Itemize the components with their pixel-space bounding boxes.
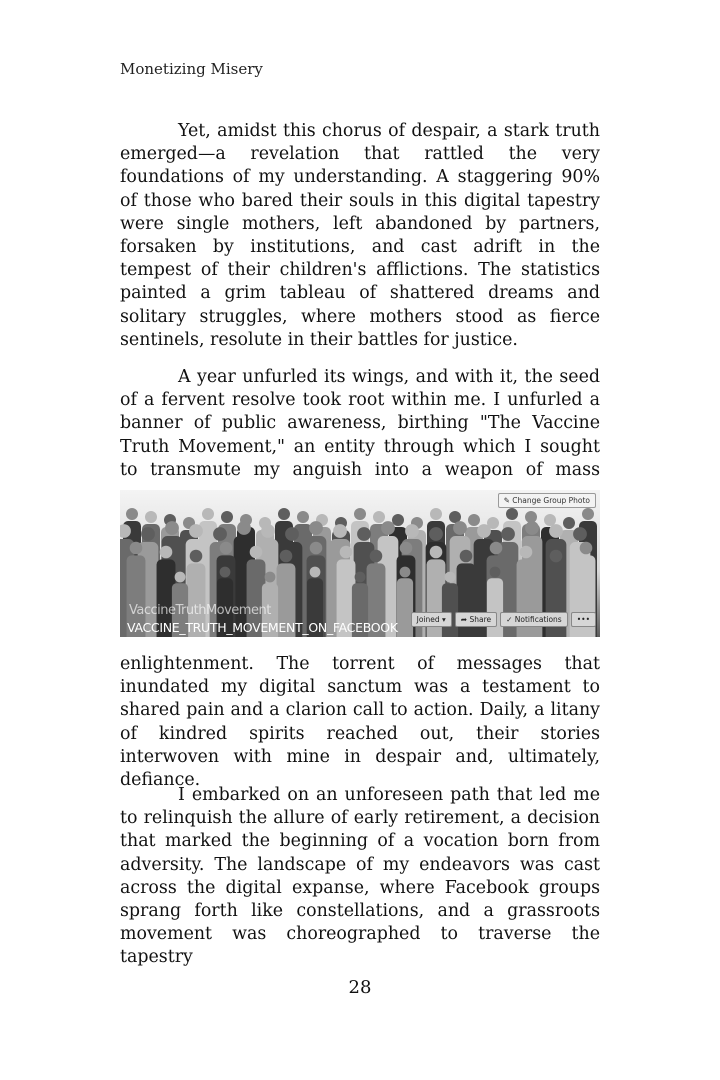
paragraph-1: Yet, amidst this chorus of despair, a stark truth emerged—a revelation that rattled the very foundations of my understanding. A staggering 90% of those who bared their souls in this digital tapestry were single mothers, left abandoned by partners, forsaken by institutions, and cast adrift in the tempest of their children's afflictions. The statistics painted a grim tableau of shattered dreams and solitary struggles, where mothers stood as fierce sentinels, resolute in their battles for justice. — [120, 121, 600, 350]
share-button[interactable]: ➦ Share — [455, 612, 497, 627]
group-action-bar — [411, 612, 596, 627]
page-number: 28 — [348, 977, 372, 998]
paragraph-2-part-2: enlightenment. The torrent of messages that inundated my digital sanctum was a testament to shared pain and a clarion call to action. Daily, a litany of kindred spirits reached out, their stories interwoven with mine in despair and, ultimately, defiance. — [120, 654, 600, 791]
more-options-button[interactable]: ••• — [571, 612, 596, 627]
joined-button[interactable]: Joined ▾ — [411, 612, 452, 627]
notifications-button[interactable]: ✓ Notifications — [500, 612, 568, 627]
paragraph-2-part-1: A year unfurled its wings, and with it, the seed of a fervent resolve took root within me. I unfurled a banner of public awareness, birthing "The Vaccine Truth Movement," an entity through which I sought to transmute my anguish into a weapon of mass — [120, 367, 600, 480]
running-head: Monetizing Misery — [120, 60, 263, 78]
paragraph-3: I embarked on an unforeseen path that led me to relinquish the allure of early retirement, a decision that marked the beginning of a vocation born from adversity. The landscape of my endeavors was cast across the digital expanse, where Facebook groups sprang forth like constellations, and a grassroots movement was choreographed to traverse the tapestry — [120, 785, 600, 968]
change-group-photo-button[interactable]: ✎ Change Group Photo — [498, 493, 596, 508]
group-name: VaccineTruthMovement — [129, 603, 271, 618]
image-caption: VACCINE_TRUTH_MOVEMENT_ON_FACEBOOK — [127, 620, 398, 635]
group-cover-photo — [120, 490, 600, 637]
